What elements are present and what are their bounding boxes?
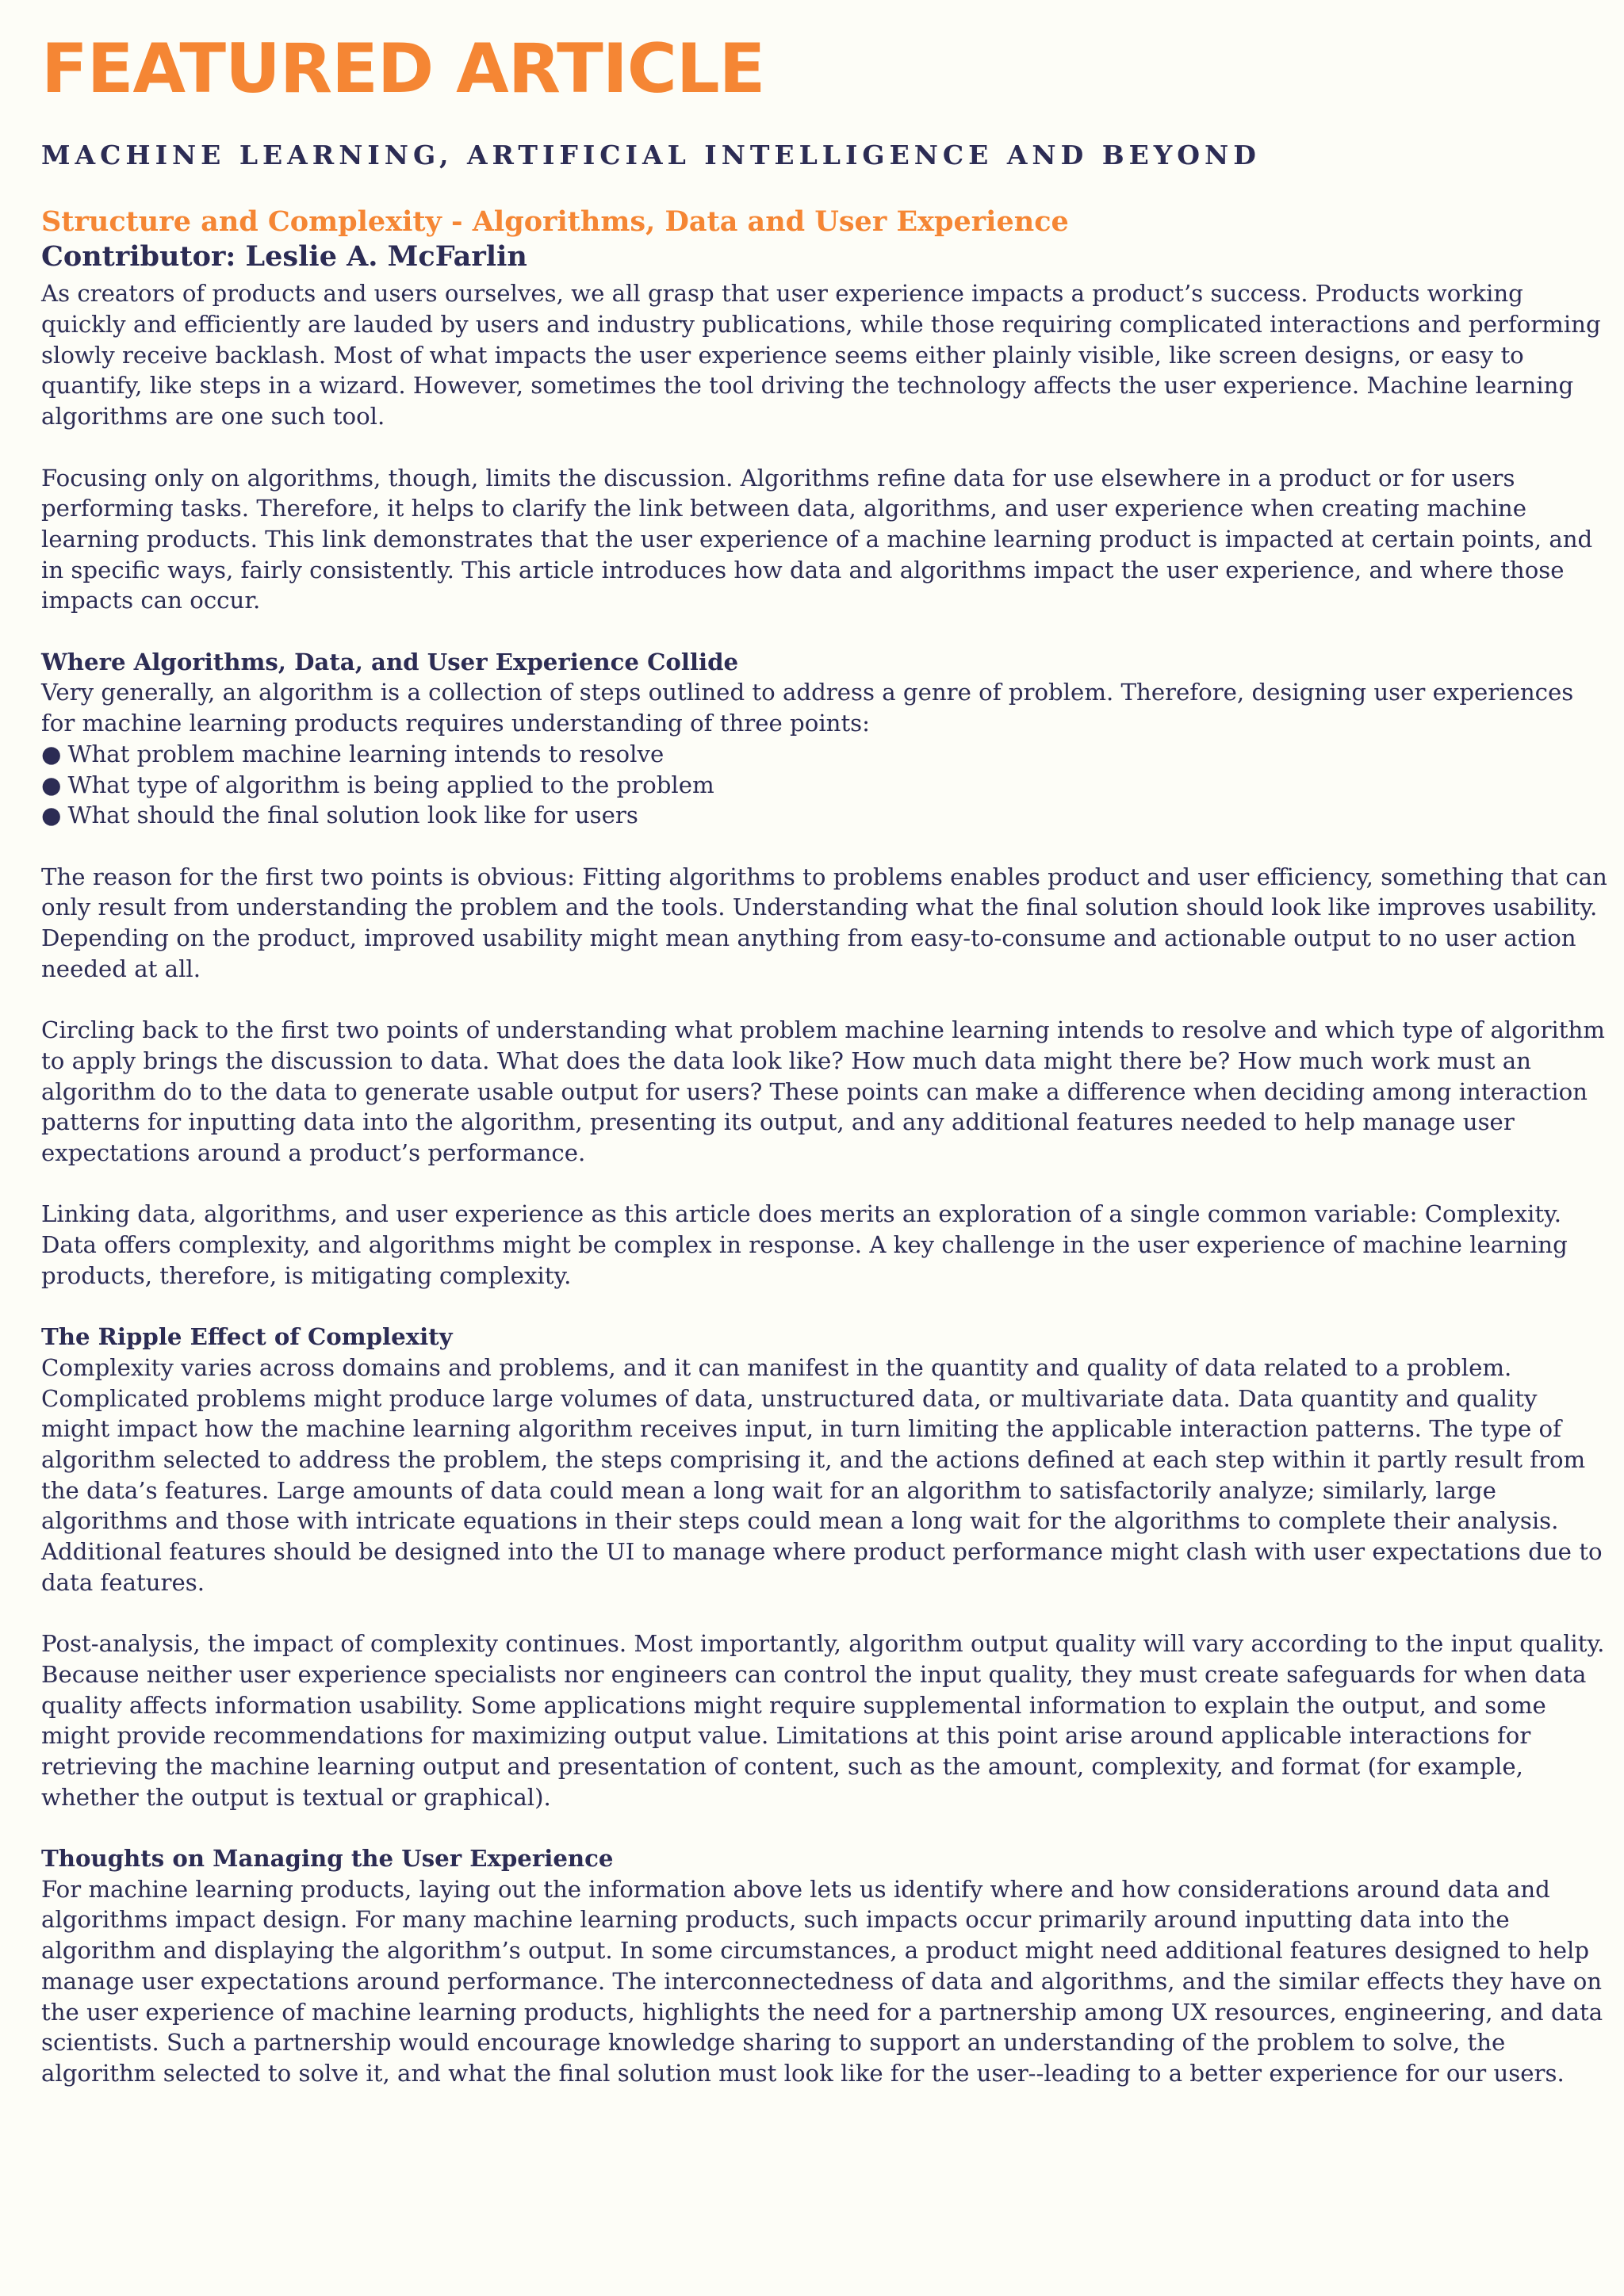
featured-article-kicker: FEATURED ARTICLE [41, 29, 765, 109]
body-paragraph: Post-analysis, the impact of complexity continues. Most importantly, algorithm output quality will vary according to the input quality. Because neither user experience specialists nor engineers can control the input quality, they must create safeguards for when data quality affects information usability. Some applications might require supplemental information to explain the output, and some might provide recommendations for maximizing output value. Limitations at this point arise around applicable interactions for retrieving the machine learning output and presentation of content, such as the amount, complexity, and format (for example, whether the output is textual or graphical). [41, 1630, 1605, 1811]
bullet-list [41, 739, 1611, 831]
article-page [41, 29, 1611, 2119]
bullet-text: What problem machine learning intends to resolve [67, 740, 665, 767]
article-body [41, 278, 1611, 2088]
body-paragraph: Circling back to the first two points of understanding what problem machine learning intends to resolve and which type of algorithm to apply brings the discussion to data. What does the data look like? How much data might there be? How much work must an algorithm do to the data to generate usable output for users? These points can make a difference when deciding among interaction patterns for inputting data into the algorithm, presenting its output, and any additional features needed to help manage user expectations around a product’s performance. [41, 1016, 1605, 1166]
series-title: MACHINE LEARNING, ARTIFICIAL INTELLIGENCE AND BEYOND [41, 140, 1261, 170]
intro-paragraph: Focusing only on algorithms, though, limits the discussion. Algorithms refine data for use elsewhere in a product or for users performing tasks. Therefore, it helps to clarify the link between data, algorithms, and user experience when creating machine learning products. This link demonstrates that the user experience of a machine learning product is impacted at certain points, and in specific ways, fairly consistently. This article introduces how data and algorithms impact the user experience, and where those impacts can occur. [41, 464, 1593, 614]
bullet-icon: ● [41, 740, 62, 767]
bullet-icon: ● [41, 802, 62, 829]
section-heading-collide: Where Algorithms, Data, and User Experience Collide [41, 648, 739, 675]
bullet-icon: ● [41, 771, 62, 798]
section-heading-ripple-effect: The Ripple Effect of Complexity [41, 1323, 453, 1351]
body-paragraph: Complexity varies across domains and problems, and it can manifest in the quantity and quality of data related to a problem. Complicated problems might produce large volumes of data, unstructured data, or multivariate data. Data quantity and quality might impact how the machine learning algorithm receives input, in turn limiting the applicable interaction patterns. The type of algorithm selected to address the problem, the steps comprising it, and the actions defined at each step within it partly result from the data’s features. Large amounts of data could mean a long wait for an algorithm to satisfactorily analyze; similarly, large algorithms and those with intricate equations in their steps could mean a long wait for the algorithms to complete their analysis. Additional features should be designed into the UI to manage where product performance might clash with user expectations due to data features. [41, 1353, 1603, 1596]
body-paragraph: For machine learning products, laying out the information above lets us identify where and how considerations around data and algorithms impact design. For many machine learning products, such impacts occur primarily around inputting data into the algorithm and displaying the algorithm’s output. In some circumstances, a product might need additional features designed to help manage user expectations around performance. The interconnectedness of data and algorithms, and the similar effects they have on the user experience of machine learning products, highlights the need for a partnership among UX resources, engineering, and data scientists. Such a partnership would encourage knowledge sharing to support an understanding of the problem to solve, the algorithm selected to solve it, and what the final solution must look like for the user--leading to a better experience for our users. [41, 1875, 1603, 2087]
body-paragraph: Linking data, algorithms, and user experience as this article does merits an exploration of a single common variable: Complexity. Data offers complexity, and algorithms might be complex in response. A key challenge in the user experience of machine learning products, therefore, is mitigating complexity. [41, 1200, 1568, 1289]
bullet-text: What type of algorithm is being applied to the problem [67, 771, 714, 798]
body-paragraph: The reason for the first two points is obvious: Fitting algorithms to problems enables product and user efficiency, something that can only result from understanding the problem and the tools. Understanding what the final solution should look like improves usability. Depending on the product, improved usability might mean anything from easy-to-consume and actionable output to no user action needed at all. [41, 863, 1607, 982]
intro-paragraph: As creators of products and users ourselves, we all grasp that user experience impacts a product’s success. Products working quickly and efficiently are lauded by users and industry publications, while those requiring complicated interactions and performing slowly receive backlash. Most of what impacts the user experience seems either plainly visible, like screen designs, or easy to quantify, like steps in a wizard. However, sometimes the tool driving the technology affects the user experience. Machine learning algorithms are one such tool. [41, 280, 1601, 430]
contributor-byline: Contributor: Leslie A. McFarlin [41, 240, 527, 274]
bullet-item [41, 770, 1611, 801]
bullet-item [41, 800, 1611, 831]
section-heading-managing-ux: Thoughts on Managing the User Experience [41, 1845, 614, 1873]
bullet-text: What should the final solution look like for users [67, 802, 638, 829]
section-lead-paragraph: Very generally, an algorithm is a collection of steps outlined to address a genre of problem. Therefore, designing user experiences for machine learning products requires understanding of three points: [41, 679, 1574, 737]
article-title: Structure and Complexity - Algorithms, Data and User Experience [41, 205, 1069, 238]
bullet-item [41, 739, 1611, 770]
